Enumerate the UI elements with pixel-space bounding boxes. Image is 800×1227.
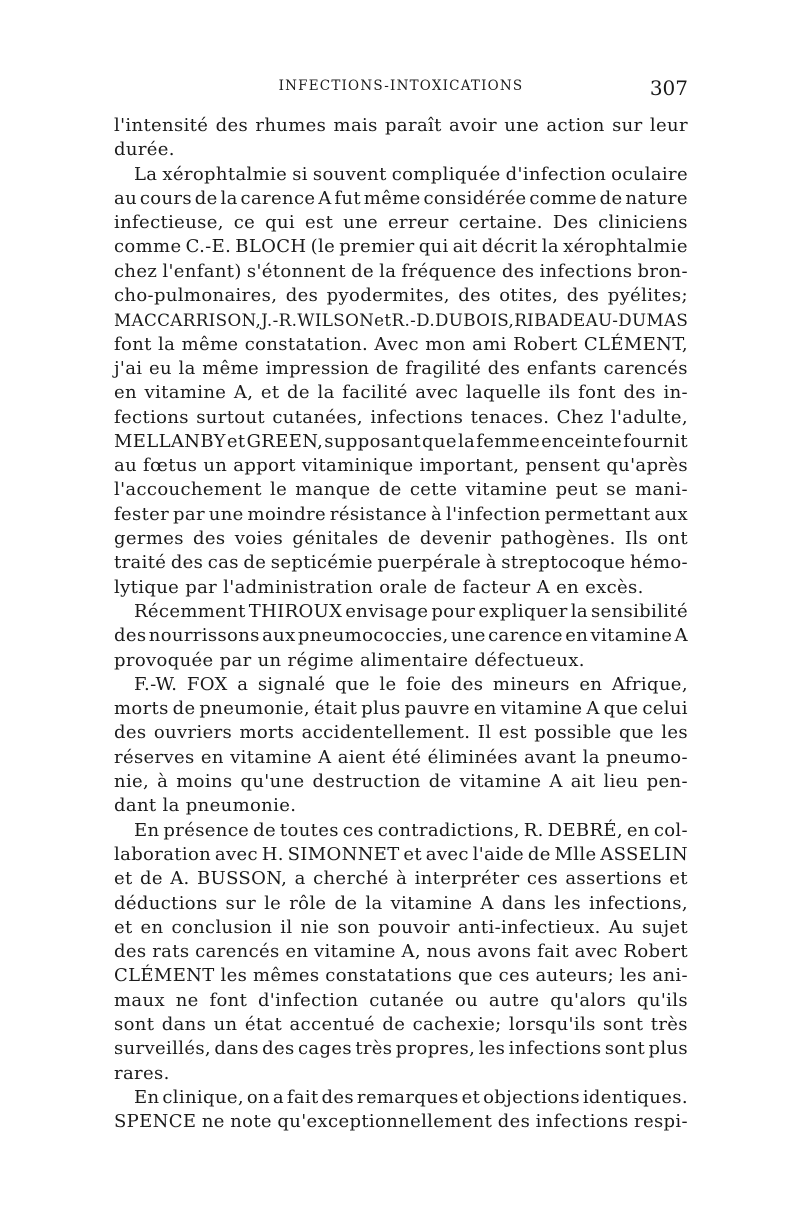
body-text (114, 114, 688, 1134)
text-line: en vitamine A, et de la facilité avec laquelle ils font des in- (114, 382, 688, 404)
text-line: l'accouchement le manque de cette vitamine peut se mani- (114, 479, 688, 501)
text-line: infectieuse, ce qui est une erreur certaine. Des cliniciens (114, 212, 688, 234)
text-line: au fœtus un apport vitaminique important, pensent qu'après (114, 455, 688, 477)
text-line: En clinique, on a fait des remarques et objections identiques. (134, 1086, 688, 1108)
text-line: CLÉMENT les mêmes constatations que ces auteurs; les ani- (114, 965, 688, 987)
text-line: morts de pneumonie, était plus pauvre en vitamine A que celui (114, 698, 688, 720)
text-line: laboration avec H. SIMONNET et avec l'aide de Mlle ASSELIN (114, 843, 688, 865)
text-line: lytique par l'administration orale de facteur A en excès. (114, 576, 644, 598)
text-line: fester par une moindre résistance à l'infection permettant aux (114, 503, 688, 525)
text-line: dant la pneumonie. (114, 795, 297, 817)
text-line: La xérophtalmie si souvent compliquée d'infection oculaire (134, 163, 688, 185)
page-number: 307 (649, 76, 688, 100)
text-line: germes des voies génitales de devenir pathogènes. Ils ont (114, 528, 688, 550)
text-line: rares. (114, 1062, 170, 1084)
text-line: au cours de la carence A fut même considérée comme de nature (114, 187, 688, 209)
text-line: cho-pulmonaires, des pyodermites, des otites, des pyélites; (114, 285, 688, 307)
text-line: sont dans un état accentué de cachexie; lorsqu'ils sont très (114, 1013, 688, 1035)
text-line: MELLANBY et GREEN, supposant que la femme enceinte fournit (114, 430, 688, 452)
text-line: chez l'enfant) s'étonnent de la fréquence des infections bron- (114, 260, 688, 282)
text-line: traité des cas de septicémie puerpérale à streptocoque hémo- (114, 552, 688, 574)
text-line: provoquée par un régime alimentaire défectueux. (114, 649, 585, 671)
page-header (114, 76, 688, 102)
text-line: Récemment THIROUX envisage pour expliquer la sensibilité (134, 600, 688, 622)
text-line: surveillés, dans des cages très propres, les infections sont plus (114, 1038, 688, 1060)
text-line: réserves en vitamine A aient été éliminées avant la pneumo- (114, 746, 688, 768)
text-line: MAC CARRISON, J.-R. WILSON et R.-D. DUBOIS, RIBADEAU-DUMAS (114, 310, 689, 331)
text-line: j'ai eu la même impression de fragilité des enfants carencés (114, 357, 688, 379)
text-line: et en conclusion il nie son pouvoir anti-infectieux. Au sujet (114, 916, 688, 938)
text-line: font la même constatation. Avec mon ami Robert CLÉMENT, (114, 333, 688, 355)
text-line: des ouvriers morts accidentellement. Il est possible que les (114, 722, 688, 744)
text-line: l'intensité des rhumes mais paraît avoir une action sur leur (114, 115, 688, 136)
text-line: des nourrissons aux pneumococcies, une carence en vitamine A (114, 625, 688, 647)
text-line: fections surtout cutanées, infections tenaces. Chez l'adulte, (114, 406, 688, 428)
text-line: F.-W. FOX a signalé que le foie des mineurs en Afrique, (134, 673, 688, 695)
text-line: En présence de toutes ces contradictions, R. DEBRÉ, en col- (134, 819, 688, 841)
text-line: maux ne font d'infection cutanée ou autre qu'alors qu'ils (114, 989, 688, 1011)
text-line: nie, à moins qu'une destruction de vitamine A ait lieu pen- (114, 771, 688, 793)
text-line: comme C.-E. BLOCH (le premier qui ait décrit la xérophtalmie (114, 236, 688, 258)
text-line: des rats carencés en vitamine A, nous avons fait avec Robert (114, 941, 688, 963)
text-line: déductions sur le rôle de la vitamine A dans les infections, (114, 892, 688, 914)
running-title: INFECTIONS-INTOXICATIONS (278, 78, 524, 94)
text-line: SPENCE ne note qu'exceptionnellement des infections respi- (114, 1111, 688, 1133)
text-line: durée. (114, 139, 175, 161)
text-line: et de A. BUSSON, a cherché à interpréter ces assertions et (114, 868, 688, 890)
